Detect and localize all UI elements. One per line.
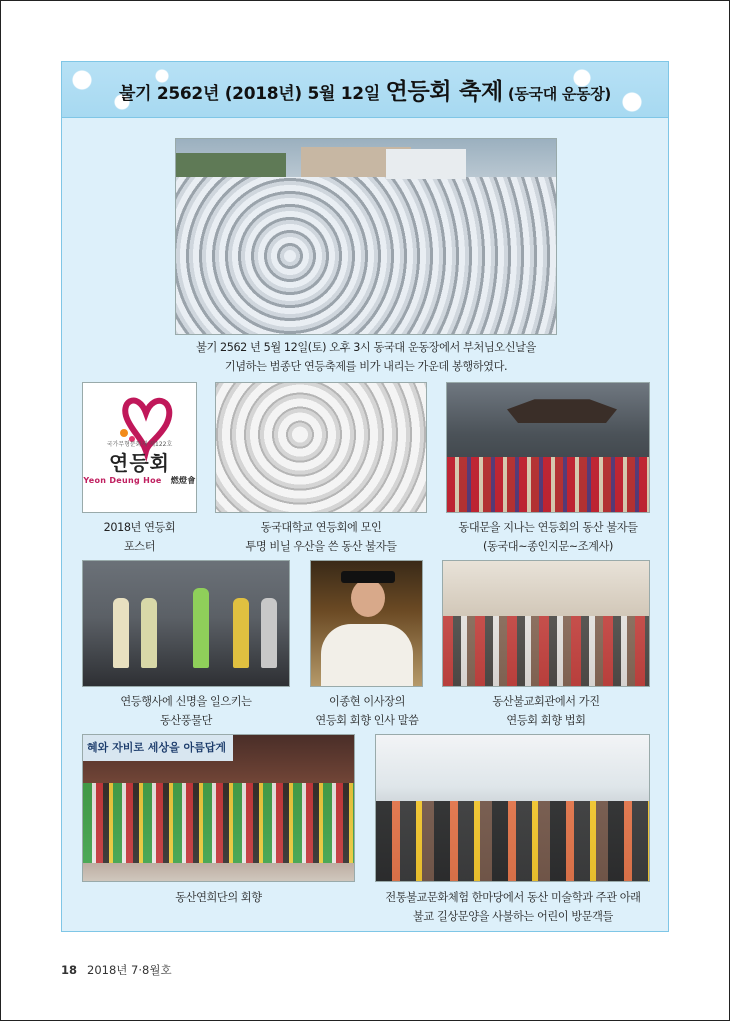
parade-participants [447, 457, 649, 512]
title-main: 연등회 축제 [385, 79, 503, 105]
page-number: 18 [61, 963, 78, 977]
pungmul-band-photo [82, 560, 290, 687]
page-footer [61, 962, 172, 978]
poster-mark: 燃燈會 [170, 476, 196, 485]
dance-troupe-photo [82, 734, 355, 882]
speaker-face [351, 579, 385, 617]
page-title [119, 73, 611, 106]
caption-line: 동국대학교 연등회에 모인 [260, 521, 382, 534]
caption-closing-ceremony [432, 692, 660, 730]
closing-ceremony-photo [442, 560, 650, 687]
caption-children-painting [367, 888, 659, 926]
caption-line: 불기 2562 년 5월 12일(토) 오후 3시 동국대 운동장에서 부처님오신날을 [196, 341, 536, 354]
caption-chairman-speech [292, 692, 442, 730]
performer [233, 598, 249, 668]
chairman-speech-photo [310, 560, 423, 687]
caption-line: 기념하는 범종단 연등축제를 비가 내리는 가운데 봉행하였다. [224, 360, 508, 373]
children-painting-photo [375, 734, 650, 882]
article-panel [61, 61, 669, 932]
troupe-banner: 혜와 자비로 세상을 아름답게 [83, 735, 233, 761]
caption-line: 연등행사에 신명을 일으키는 [120, 695, 252, 708]
ceremony-attendees [443, 616, 649, 686]
title-band [62, 62, 668, 118]
performer [193, 588, 209, 668]
festival-crowd-photo [175, 138, 557, 335]
poster-english-text: Yeon Deung Hoe [83, 476, 162, 485]
poster-title: 연등회 [109, 451, 170, 475]
caption-festival-crowd [102, 338, 630, 376]
troupe-members [83, 783, 354, 863]
speaker-hat [341, 571, 395, 583]
performer [113, 598, 129, 668]
caption-line: 연등회 회향 인사 말씀 [315, 714, 419, 727]
caption-line: 전통불교문화체험 한마당에서 동산 미술학과 주관 아래 [385, 891, 641, 904]
caption-line: 이종현 이사장의 [328, 695, 405, 708]
gate-roof [507, 389, 617, 423]
children-visitors [376, 801, 649, 881]
caption-line: 동산연희단의 회향 [175, 891, 262, 904]
caption-line: 2018년 연등회 [103, 521, 176, 534]
caption-line: 동산풍물단 [159, 714, 213, 727]
caption-line: 불교 길상문양을 사불하는 어린이 방문객들 [413, 910, 613, 923]
trees [176, 153, 286, 177]
umbrella-crowd-photo [215, 382, 427, 513]
performer [141, 598, 157, 668]
caption-line: 투명 비닐 우산을 쓴 동산 불자들 [245, 540, 397, 553]
poster-subtitle: 국가무형문화재 제122호 [106, 441, 173, 448]
festival-poster-photo [82, 382, 197, 513]
caption-line: (동국대~종인지문~조계사) [483, 540, 613, 553]
caption-pungmul [72, 692, 300, 730]
caption-line: 연등회 회향 법회 [506, 714, 586, 727]
caption-line: 포스터 [123, 540, 156, 553]
speaker-robe [321, 624, 413, 686]
issue-label: 2018년 7·8월호 [87, 963, 172, 977]
caption-line: 동산불교회관에서 가진 [492, 695, 600, 708]
dongdaemun-parade-photo [446, 382, 650, 513]
title-date: 불기 2562년 (2018년) 5월 12일 [118, 84, 386, 104]
stage [386, 149, 466, 179]
performer [261, 598, 277, 668]
caption-umbrella-crowd [207, 518, 435, 556]
caption-line: 동대문을 지나는 연등회의 동산 불자들 [458, 521, 638, 534]
caption-poster [72, 518, 207, 556]
title-location: (동국대 운동장) [502, 85, 611, 103]
caption-dongdaemun [432, 518, 664, 556]
caption-dance-troupe [82, 888, 355, 907]
poster-english [83, 475, 196, 486]
